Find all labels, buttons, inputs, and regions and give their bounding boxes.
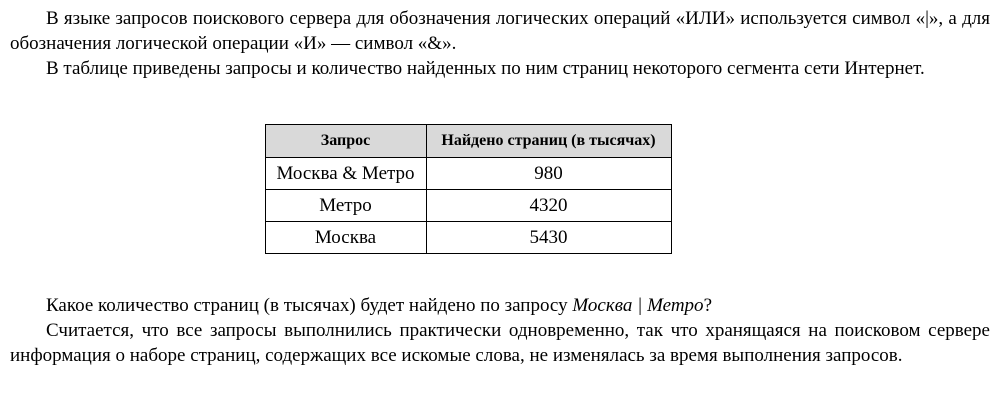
cell-pages: 4320 [426, 190, 671, 222]
table-row [265, 158, 671, 190]
question-paragraph [10, 293, 990, 318]
intro-paragraph-2: В таблице приведены запросы и количество найденных по ним страниц некоторого сегмента сети Интернет. [46, 58, 925, 79]
cell-query: Москва [265, 222, 426, 254]
intro-paragraph-1: В языке запросов поискового сервера для обозначения логических операций «ИЛИ» используется символ «|», а для обозначения логической операции «И» — символ «&». [10, 8, 990, 54]
question-query: Москва | Метро [572, 295, 704, 316]
table-header-row [265, 125, 671, 158]
cell-query: Москва & Метро [265, 158, 426, 190]
cell-query: Метро [265, 190, 426, 222]
table-row [265, 222, 671, 254]
cell-pages: 980 [426, 158, 671, 190]
cell-pages: 5430 [426, 222, 671, 254]
question-suffix: ? [703, 295, 712, 316]
note-paragraph: Считается, что все запросы выполнились практически одновременно, так что хранящаяся на поисковом сервере информация о наборе страниц, содержащих все искомые слова, не изменялась за время выполнения запросов. [10, 320, 990, 366]
header-pages-found: Найдено страниц (в тысячах) [426, 125, 671, 158]
table-container [0, 124, 990, 254]
table-row [265, 190, 671, 222]
query-table [265, 124, 672, 254]
question-prefix: Какое количество страниц (в тысячах) будет найдено по запросу [46, 295, 573, 316]
header-query: Запрос [265, 125, 426, 158]
